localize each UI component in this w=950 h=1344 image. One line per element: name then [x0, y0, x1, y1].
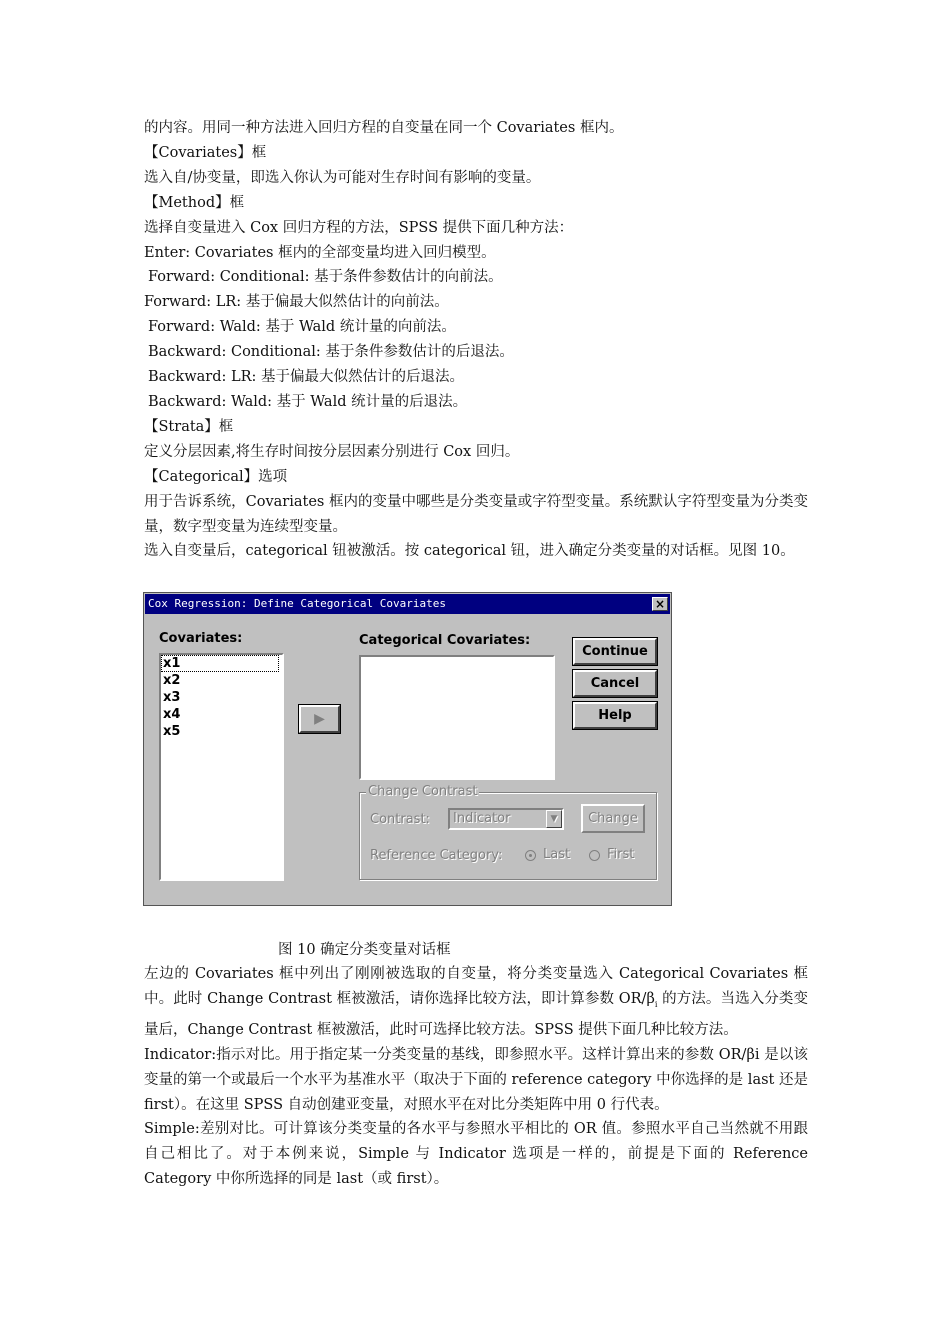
heading-method: 【Method】框: [144, 194, 245, 211]
subscript: i: [654, 999, 658, 1009]
contrast-select[interactable]: [448, 808, 564, 830]
paragraph: 选入自/协变量，即选入你认为可能对生存时间有影响的变量。: [144, 169, 541, 186]
method-forward-lr: Forward: LR: 基于偏最大似然估计的向前法。: [144, 294, 449, 311]
heading-covariates: 【Covariates】框: [144, 144, 267, 161]
paragraph-part: 的方法。当选入分类变量后，Change Contrast 框被激活，此时可选择比较方法。SPSS 提供下面几种比较方法。: [144, 990, 808, 1038]
first-radio[interactable]: [589, 850, 600, 861]
heading-categorical: 【Categorical】选项: [144, 468, 288, 485]
paragraph-part: 左边的 Covariates 框中列出了刚刚被选取的自变量，将分类变量选入 Categorical Covariates 框中。此时 Change Contrast 框被激活，请你选择比较方法，即计算参数 OR/β: [144, 966, 808, 1007]
dialog-title: [145, 594, 670, 614]
paragraph: 用于告诉系统，Covariates 框内的变量中哪些是分类变量或字符型变量。系统默认字符型变量为分类变量，数字型变量为连续型变量。: [144, 493, 808, 535]
method-enter: Enter: Covariates 框内的全部变量均进入回归模型。: [144, 244, 496, 261]
change-contrast-title: Change Contrast: [368, 784, 478, 799]
paragraph-indicator: Indicator:指示对比。用于指定某一分类变量的基线，即参照水平。这样计算出来的参数 OR/βi 是以该变量的第一个或最后一个水平为基准水平（取决于下面的 reference category 中你选择的是 last 还是 first）。在这里 SPSS 自动创建亚变量，对照水平在对比分类矩阵中用 0 行代表。: [144, 1046, 808, 1113]
list-item[interactable]: x4: [163, 707, 181, 722]
paragraph: 定义分层因素,将生存时间按分层因素分别进行 Cox 回归。: [144, 443, 520, 460]
method-backward-wald: Backward: Wald: 基于 Wald 统计量的后退法。: [148, 393, 468, 410]
continue-button[interactable]: Continue: [573, 638, 657, 665]
contrast-label: Contrast:: [370, 812, 430, 827]
categorical-covariates-label: Categorical Covariates:: [359, 633, 531, 648]
paragraph: 选入自变量后，categorical 钮被激活。按 categorical 钮，进入确定分类变量的对话框。见图 10。: [144, 543, 795, 560]
list-item[interactable]: x5: [163, 724, 181, 739]
contrast-value: Indicator: [453, 811, 511, 826]
define-categorical-dialog: [143, 592, 672, 906]
body-text-bottom: [144, 962, 808, 1192]
method-backward-lr: Backward: LR: 基于偏最大似然估计的后退法。: [148, 369, 465, 386]
dialog-title-text: Cox Regression: Define Categorical Covariates: [148, 597, 447, 610]
list-item[interactable]: x2: [163, 673, 181, 688]
body-text-top: [144, 116, 808, 564]
paragraph: 选择自变量进入 Cox 回归方程的方法，SPSS 提供下面几种方法：: [144, 219, 574, 236]
cancel-button[interactable]: Cancel: [573, 670, 657, 697]
list-item[interactable]: x3: [163, 690, 181, 705]
help-button[interactable]: Help: [573, 702, 657, 729]
close-icon[interactable]: ×: [652, 597, 668, 611]
chevron-down-icon[interactable]: ▼: [546, 810, 562, 828]
last-radio[interactable]: [525, 850, 536, 861]
heading-strata: 【Strata】框: [144, 418, 234, 435]
covariates-label: Covariates:: [159, 631, 243, 646]
arrow-right-icon: ▶: [314, 711, 325, 727]
list-item[interactable]: x1: [161, 655, 279, 672]
method-forward-conditional: Forward: Conditional: 基于条件参数估计的向前法。: [148, 269, 503, 286]
covariates-list[interactable]: [159, 653, 284, 881]
change-button[interactable]: Change: [581, 804, 645, 833]
method-forward-wald: Forward: Wald: 基于 Wald 统计量的向前法。: [148, 319, 456, 336]
reference-category-label: Reference Category:: [370, 848, 503, 863]
method-backward-conditional: Backward: Conditional: 基于条件参数估计的后退法。: [148, 344, 514, 361]
move-right-button[interactable]: [299, 705, 340, 733]
paragraph-simple: Simple:差别对比。可计算该分类变量的各水平与参照水平相比的 OR 值。参照水平自己当然就不用跟自己相比了。对于本例来说，Simple 与 Indicator 选项是一样的，前提是下面的 Reference Category 中你所选择的同是 last（或 first）。: [144, 1121, 808, 1188]
first-label: First: [607, 847, 635, 862]
paragraph: 的内容。用同一种方法进入回归方程的自变量在同一个 Covariates 框内。: [144, 120, 624, 136]
figure-caption: 图 10 确定分类变量对话框: [278, 942, 451, 958]
last-label: Last: [543, 847, 571, 862]
paragraph: [144, 962, 808, 1043]
categorical-covariates-list[interactable]: [359, 655, 555, 780]
